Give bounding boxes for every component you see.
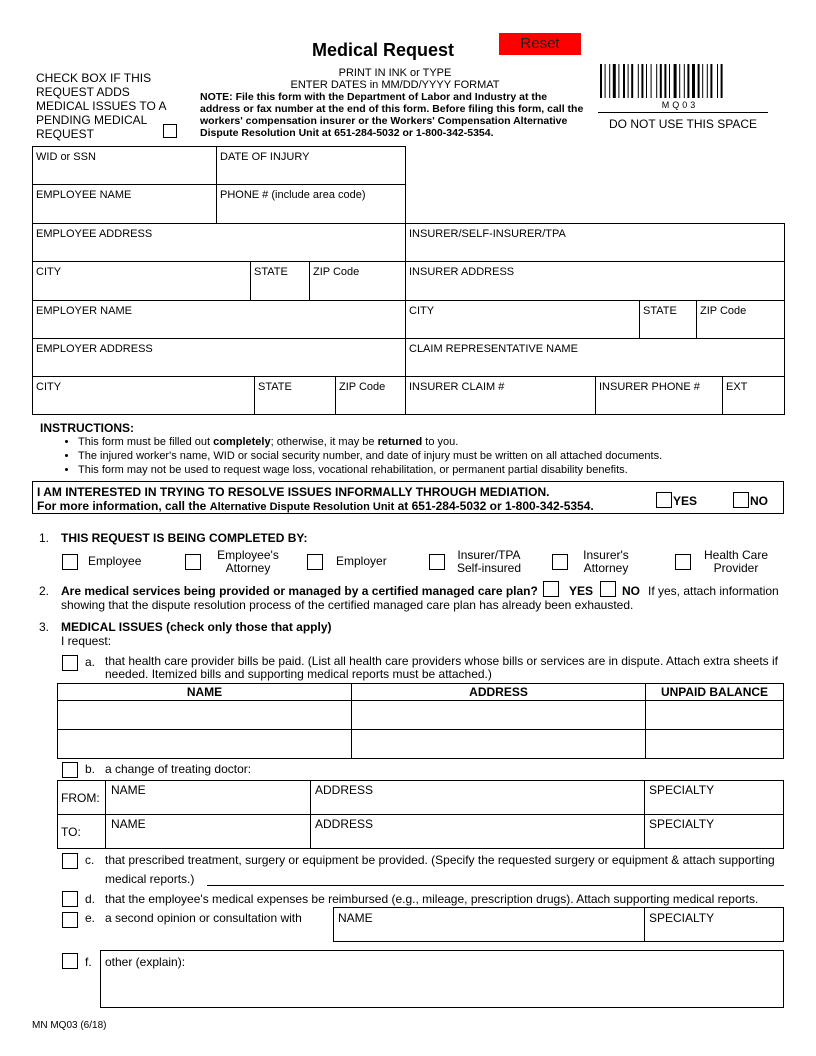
barcode-bar xyxy=(692,64,695,98)
mediation-no-label: NO xyxy=(750,494,768,508)
table-cell[interactable] xyxy=(352,701,646,730)
instructions xyxy=(40,421,780,477)
barcode-bar xyxy=(664,64,666,98)
insurer-claim-field[interactable] xyxy=(405,376,596,415)
item-c-text: that prescribed treatment, surgery or equipment be provided. (Specify the requested surgery or equipment & attach supporting xyxy=(105,853,775,867)
date-of-injury-label: DATE OF INJURY xyxy=(220,151,310,163)
note-label: NOTE: xyxy=(200,91,233,103)
instruction-item: • This form must be filled out completely; otherwise, it may be returned to you. xyxy=(78,435,780,449)
barcode-bar xyxy=(684,64,685,98)
employee-name-label: EMPLOYEE NAME xyxy=(36,189,132,201)
employer-name-label: EMPLOYER NAME xyxy=(36,305,132,317)
item-e-letter: e. xyxy=(85,911,96,925)
employer-state-field[interactable] xyxy=(254,376,336,415)
health-care-provider-option-label: Health Care Provider xyxy=(703,548,769,575)
to-name-field[interactable]: NAME xyxy=(111,817,146,831)
state-label: STATE xyxy=(254,266,288,278)
barcode-bar xyxy=(710,64,712,98)
claim-rep-field[interactable] xyxy=(405,338,785,377)
item-f-text: other (explain): xyxy=(105,955,186,969)
insurer-address-label: INSURER ADDRESS xyxy=(409,266,515,278)
phone-label: PHONE # (include area code) xyxy=(220,189,366,201)
employee-address-label: EMPLOYEE ADDRESS xyxy=(36,228,153,240)
date-instruction: ENTER DATES in MM/DD/YYYY FORMAT xyxy=(290,79,500,91)
employee-attorney-checkbox[interactable] xyxy=(185,554,201,570)
instruction-item: • The injured worker's name, WID or social security number, and date of injury must be written on all attached documents. xyxy=(78,449,780,463)
item-f-checkbox[interactable] xyxy=(62,953,78,969)
to-specialty-field[interactable]: SPECIALTY xyxy=(649,817,715,831)
item-c-text-2: medical reports.) xyxy=(105,872,195,886)
barcode-bar xyxy=(679,64,680,98)
item-b-checkbox[interactable] xyxy=(62,762,78,778)
barcode-bar xyxy=(605,64,606,98)
note-text: File this form with the Department of Labor and Industry at the address or fax number at the end of this form. Before filing this form, call the workers' compensation insurer or the Workers' Compensation Alternative Dispute Resolution Unit at 651-284-5032 or 1-800-342-5354. xyxy=(200,91,584,139)
ext-field[interactable] xyxy=(722,376,785,415)
barcode-bar xyxy=(646,64,647,98)
managed-care-no-checkbox[interactable] xyxy=(600,581,616,597)
barcode-bar xyxy=(687,64,689,98)
insurer-phone-field[interactable] xyxy=(595,376,723,415)
other-explain-field[interactable] xyxy=(100,950,784,1008)
barcode-bar xyxy=(600,64,602,98)
barcode-bar xyxy=(707,64,708,98)
q2-line2: showing that the dispute resolution process of the certified managed care plan has already been exhausted. xyxy=(61,598,634,612)
insurer-address-field[interactable] xyxy=(405,261,785,301)
insurer-field[interactable] xyxy=(405,223,785,262)
insurer-tpa-checkbox[interactable] xyxy=(429,554,445,570)
zip-label: ZIP Code xyxy=(339,381,386,393)
barcode-bar xyxy=(609,64,610,98)
barcode-bar xyxy=(669,64,670,98)
second-opinion-name-field[interactable]: NAME xyxy=(338,911,373,925)
barcode-bar xyxy=(717,64,718,98)
table-cell[interactable] xyxy=(58,701,352,730)
item-e-checkbox[interactable] xyxy=(62,912,78,928)
second-opinion-box xyxy=(333,907,784,942)
managed-care-yes-label: YES xyxy=(569,584,594,598)
q2-text: Are medical services being provided or managed by a certified managed care plan? xyxy=(61,584,538,598)
item-d-letter: d. xyxy=(85,892,96,906)
provider-bills-table xyxy=(57,683,784,759)
state-label: STATE xyxy=(643,305,677,317)
item-f-letter: f. xyxy=(85,955,92,969)
employee-option-label: Employee xyxy=(88,554,142,568)
item-d-checkbox[interactable] xyxy=(62,891,78,907)
table-row xyxy=(58,730,784,759)
pending-request-text: CHECK BOX IF THIS REQUEST ADDS MEDICAL ISSUES TO A PENDING MEDICAL REQUEST xyxy=(36,71,166,141)
item-b-text: a change of treating doctor: xyxy=(105,762,252,776)
barcode-bar xyxy=(623,64,625,98)
item-c-letter: c. xyxy=(85,853,95,867)
name-column-header: NAME xyxy=(58,684,352,701)
zip-label: ZIP Code xyxy=(700,305,747,317)
table-cell[interactable] xyxy=(58,730,352,759)
city-label: CITY xyxy=(409,305,435,317)
q2-after-text: If yes, attach information xyxy=(648,584,779,598)
mediation-yes-label: YES xyxy=(673,494,698,508)
item-c-checkbox[interactable] xyxy=(62,853,78,869)
insurer-phone-label: INSURER PHONE # xyxy=(599,381,700,393)
table-row xyxy=(58,701,784,730)
table-cell[interactable] xyxy=(646,730,784,759)
employer-address-label: EMPLOYER ADDRESS xyxy=(36,343,153,355)
table-cell[interactable] xyxy=(646,701,784,730)
item-e-text: a second opinion or consultation with xyxy=(105,911,302,925)
employer-address-field[interactable] xyxy=(32,338,406,377)
item-d-text: that the employee's medical expenses be reimbursed (e.g., mileage, prescription drugs). Attach supporting medical reports. xyxy=(105,892,759,906)
insurer-attorney-option-label: Insurer's Attorney xyxy=(583,548,629,575)
employer-checkbox[interactable] xyxy=(307,554,323,570)
barcode-graphic xyxy=(598,64,762,110)
do-not-use-label: DO NOT USE THIS SPACE xyxy=(598,112,768,131)
address-column-header: ADDRESS xyxy=(352,684,646,701)
reset-button[interactable]: Reset xyxy=(499,33,581,55)
table-cell[interactable] xyxy=(352,730,646,759)
date-of-injury-field[interactable] xyxy=(216,146,406,185)
instructions-heading: INSTRUCTIONS: xyxy=(40,421,134,435)
insurer-city-field[interactable] xyxy=(405,300,640,339)
insurer-attorney-checkbox[interactable] xyxy=(552,554,568,570)
instruction-item: • This form may not be used to request wage loss, vocational rehabilitation, or permanent partial disability benefits. xyxy=(78,463,780,477)
barcode-bar xyxy=(698,64,700,98)
barcode-bar xyxy=(618,64,619,98)
wid-field[interactable] xyxy=(32,146,217,185)
item-a-checkbox[interactable] xyxy=(62,655,78,671)
zip-label: ZIP Code xyxy=(313,266,360,278)
health-care-provider-checkbox[interactable] xyxy=(675,554,691,570)
mediation-line2: For more information, call the Alternative Dispute Resolution Unit at 651-284-5032 or 1-800-342-5354. xyxy=(37,499,594,513)
q1-text: THIS REQUEST IS BEING COMPLETED BY: xyxy=(61,531,308,545)
item-b-letter: b. xyxy=(85,762,96,776)
insurer-state-field[interactable] xyxy=(639,300,697,339)
employee-name-field[interactable] xyxy=(32,184,217,224)
insurer-claim-label: INSURER CLAIM # xyxy=(409,381,505,393)
wid-label: WID or SSN xyxy=(36,151,96,163)
to-address-field[interactable]: ADDRESS xyxy=(315,817,374,831)
barcode-bar xyxy=(638,64,639,98)
page-title: Medical Request xyxy=(312,40,455,60)
from-address-field[interactable]: ADDRESS xyxy=(315,783,374,797)
from-label: FROM: xyxy=(61,791,100,805)
managed-care-yes-checkbox[interactable] xyxy=(543,581,559,597)
barcode-bar xyxy=(721,64,723,98)
employee-address-field[interactable] xyxy=(32,223,406,262)
print-instruction: PRINT IN INK or TYPE xyxy=(338,67,452,79)
q3-text: MEDICAL ISSUES (check only those that apply) xyxy=(61,620,332,634)
barcode-text: MQ03 xyxy=(661,100,699,110)
insurer-zip-field[interactable] xyxy=(696,300,785,339)
managed-care-no-label: NO xyxy=(622,584,640,598)
employee-attorney-option-label: Employee's Attorney xyxy=(217,548,279,575)
city-label: CITY xyxy=(36,266,62,278)
barcode-bar xyxy=(660,64,662,98)
item-c-input-line[interactable] xyxy=(207,885,784,886)
i-request-label: I request: xyxy=(61,634,112,648)
pending-request-checkbox[interactable] xyxy=(163,124,177,138)
employee-city-field[interactable] xyxy=(32,261,251,301)
barcode-bar xyxy=(656,64,657,98)
city-label: CITY xyxy=(36,381,62,393)
employee-state-field[interactable] xyxy=(250,261,310,301)
barcode-bar xyxy=(613,64,616,98)
mediation-yes-checkbox[interactable] xyxy=(656,492,672,508)
employer-city-field[interactable] xyxy=(32,376,255,415)
employer-option-label: Employer xyxy=(336,554,387,568)
q1-number: 1. xyxy=(39,531,50,545)
unpaid-balance-column-header: UNPAID BALANCE xyxy=(646,684,784,701)
second-opinion-specialty-field[interactable]: SPECIALTY xyxy=(649,911,715,925)
insurer-tpa-option-label: Insurer/TPA Self-insured xyxy=(456,548,522,575)
insurer-label: INSURER/SELF-INSURER/TPA xyxy=(409,228,566,240)
barcode-bar xyxy=(628,64,629,98)
employee-checkbox[interactable] xyxy=(62,554,78,570)
barcode-bar xyxy=(674,64,677,98)
mediation-no-checkbox[interactable] xyxy=(733,492,749,508)
employer-name-field[interactable] xyxy=(32,300,406,339)
barcode-bar xyxy=(651,64,652,98)
phone-field[interactable] xyxy=(216,184,406,224)
item-a-letter: a. xyxy=(85,655,96,669)
filing-notes xyxy=(200,67,590,139)
ext-label: EXT xyxy=(726,381,748,393)
item-a-text: that health care provider bills be paid. (List all health care providers whose bills or services are in dispute. Attach extra sheets if needed. Itemized bills and supporting medical reports must be attached.) xyxy=(105,654,779,681)
q3-number: 3. xyxy=(39,620,50,634)
from-specialty-field[interactable]: SPECIALTY xyxy=(649,783,715,797)
mediation-line1: I AM INTERESTED IN TRYING TO RESOLVE ISSUES INFORMALLY THROUGH MEDIATION. xyxy=(37,485,550,499)
employee-zip-field[interactable] xyxy=(309,261,406,301)
q2-number: 2. xyxy=(39,584,50,598)
form-number: MN MQ03 (6/18) xyxy=(32,1020,107,1031)
employer-zip-field[interactable] xyxy=(335,376,406,415)
barcode-bar xyxy=(631,64,633,98)
from-name-field[interactable]: NAME xyxy=(111,783,146,797)
note-block xyxy=(200,91,590,139)
barcode-bar xyxy=(702,64,703,98)
state-label: STATE xyxy=(258,381,292,393)
barcode-bar xyxy=(641,64,643,98)
to-label: TO: xyxy=(61,825,81,839)
claim-rep-label: CLAIM REPRESENTATIVE NAME xyxy=(409,343,578,355)
